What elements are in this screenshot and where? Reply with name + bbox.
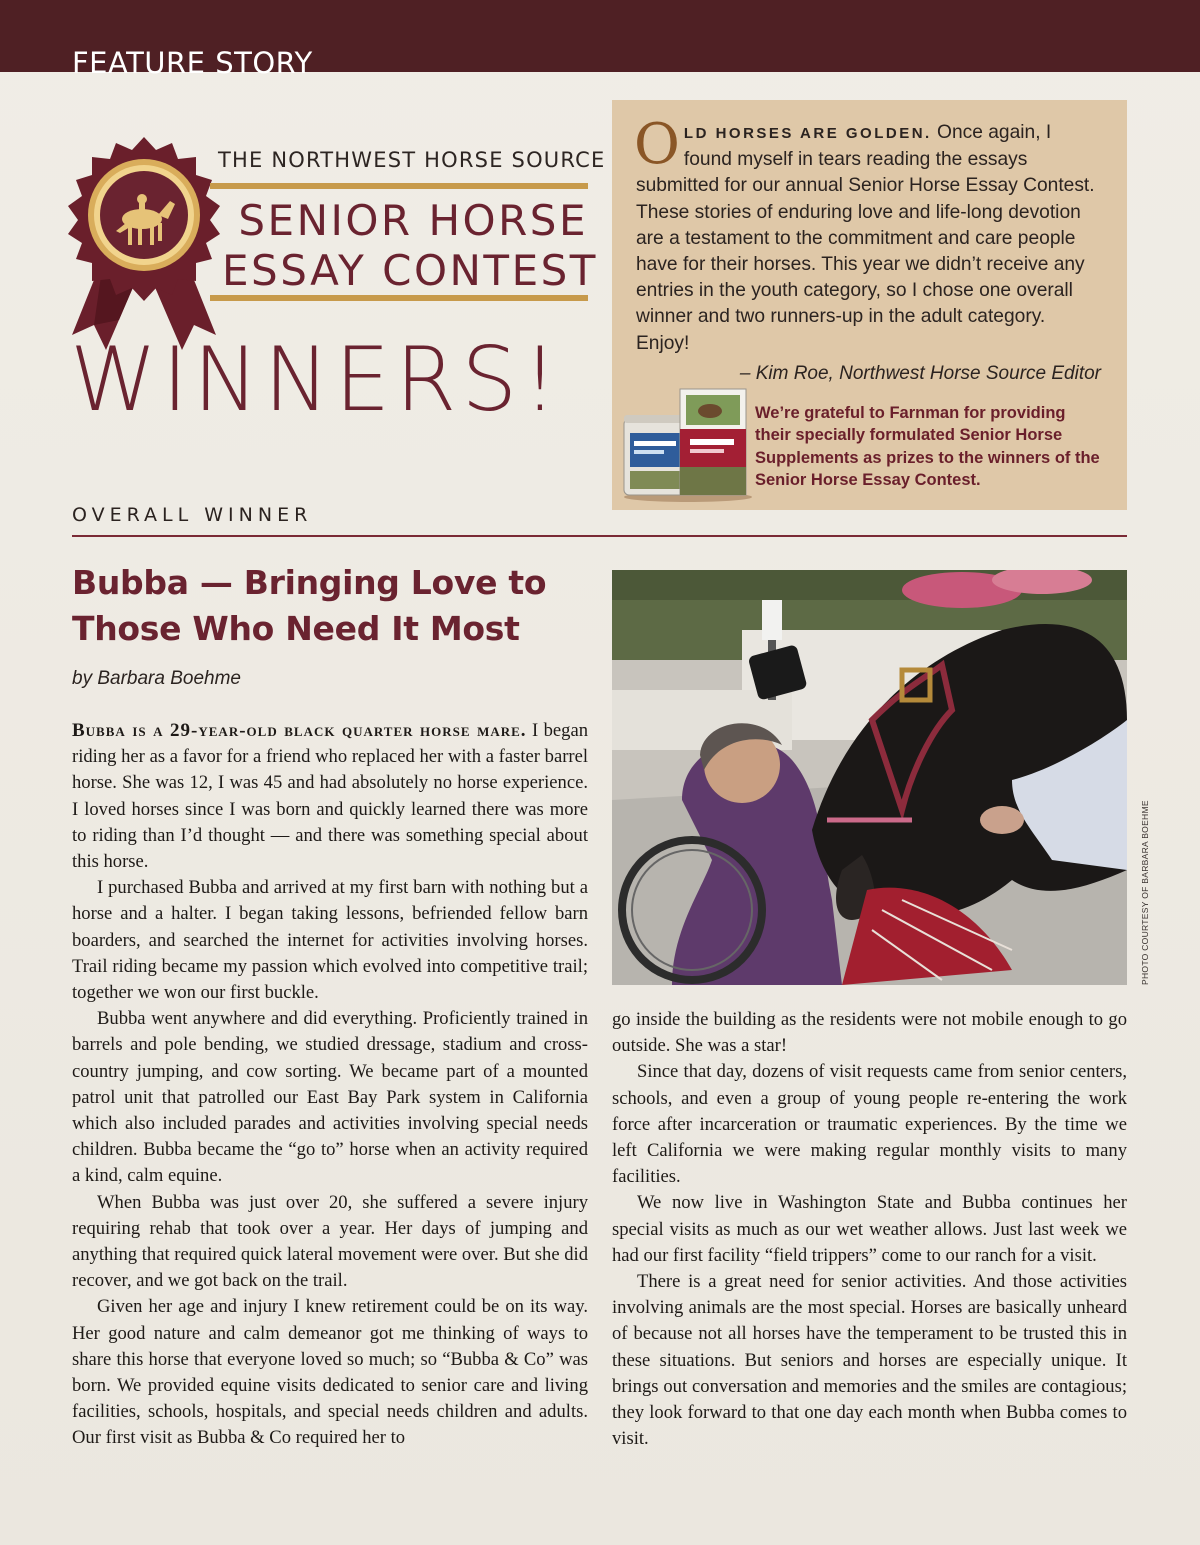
contest-title-line: SENIOR HORSE [238, 196, 588, 245]
contest-title-line: ESSAY CONTEST [222, 246, 598, 295]
drop-cap: O [634, 112, 680, 177]
story-paragraph-text: I began riding her as a favor for a friend who replaced her with a faster barrel horse. She was 12, I was 45 and had absolutely no horse experience. I loved horses since I was born and quickly learned there was more to riding than I’d thought — and there was something special about this horse. [72, 720, 588, 873]
award-ribbon-icon [64, 135, 224, 355]
story-paragraph: There is a great need for senior activities. And those activities involving animals are the most special. Horses are basically unheard of because not all horses have the temperament to be trusted this in these situations. But seniors and horses are especially unique. It brings out conversation and memories and the smiles are contagious; they look forward to that one day each month when Bubba comes to visit. [612, 1271, 1127, 1450]
story-column-right [612, 1007, 1127, 1452]
byline: by Barbara Boehme [72, 668, 241, 689]
section-label: FEATURE STORY [72, 46, 313, 80]
sponsor-text: We’re grateful to Farnman for providing their specially formulated Senior Horse Supplements as prizes to the winners of the Senior Horse Essay Contest. [755, 404, 1100, 489]
editor-signature: – Kim Roe, Northwest Horse Source Editor [739, 362, 1101, 384]
story-title-line: Bubba — Bringing Love to [72, 563, 547, 602]
story-paragraph: When Bubba was just over 20, she suffered a severe injury requiring rehab that took over a year. Her days of jumping and anything that required quick lateral movement were over. But she did recover, and we got back on the trail. [72, 1191, 588, 1292]
story-paragraph: We now live in Washington State and Bubba continues her special visits as much as our wet weather allows. Just last week we had our first facility “field trippers” come to our ranch for a visit. [612, 1192, 1127, 1266]
intro-lead: LD HORSES ARE GOLDEN. [683, 125, 932, 142]
divider [72, 535, 1127, 537]
story-lead: Bubba is a 29-year-old black quarter horse mare. [72, 720, 527, 741]
divider [210, 295, 588, 301]
story-column-left [72, 718, 588, 1452]
story-paragraph: Since that day, dozens of visit requests came from senior centers, schools, and even a group of young people re-entering the work force after incarceration or traumatic experiences. By the time we left California we were making regular monthly visits to many facilities. [612, 1061, 1127, 1188]
story-paragraph: Given her age and injury I knew retirement could be on its way. Her good nature and calm demeanor got me thinking of ways to share this horse that everyone loved so much; so “Bubba & Co” was born. We provided equine visits dedicated to senior care and living facilities, schools, hospitals, and special needs children and adults. Our first visit as Bubba & Co required her to [72, 1296, 588, 1449]
story-paragraph: I purchased Bubba and arrived at my first barn with nothing but a horse and a halter. I began taking lessons, befriended fellow barn boarders, and searched the internet for activities involving horses. Trail riding became my passion which evolved into competitive trail; together we won our first buckle. [72, 877, 588, 1004]
story-paragraph: Bubba went anywhere and did everything. Proficiently trained in barrels and pole bending, we studied dressage, stadium and cross-country jumping, and cow sorting. We became part of a mounted patrol unit that patrolled our East Bay Park system in California which also included parades and activities involving special needs children. Bubba became the “go to” horse when an activity required a kind, calm equine. [72, 1008, 588, 1187]
story-title-line: Those Who Need It Most [72, 609, 520, 648]
photo-credit: PHOTO COURTESY OF BARBARA BOEHME [1140, 800, 1150, 985]
winners-heading: WINNERS! [70, 328, 563, 431]
intro-body: Once again, I found myself in tears reading the essays submitted for our annual Senior Horse Essay Contest. These stories of enduring love and life-long devotion are a testament to the commitment and care people have for their horses. This year we didn’t receive any entries in the youth category, so I chose one overall winner and two runners-up in the adult category. Enjoy! [636, 122, 1095, 354]
story-title [72, 560, 592, 652]
source-name: THE NORTHWEST HORSE SOURCE [218, 148, 606, 172]
story-paragraph: go inside the building as the residents were not mobile enough to go outside. She was a star! [612, 1009, 1127, 1057]
divider [210, 183, 588, 189]
intro-box [612, 100, 1127, 510]
story-photo [612, 570, 1127, 985]
category-label: OVERALL WINNER [72, 504, 313, 526]
intro-text [634, 112, 1103, 357]
contest-title [222, 196, 598, 296]
product-image [620, 385, 756, 503]
story-paragraph [72, 718, 588, 875]
